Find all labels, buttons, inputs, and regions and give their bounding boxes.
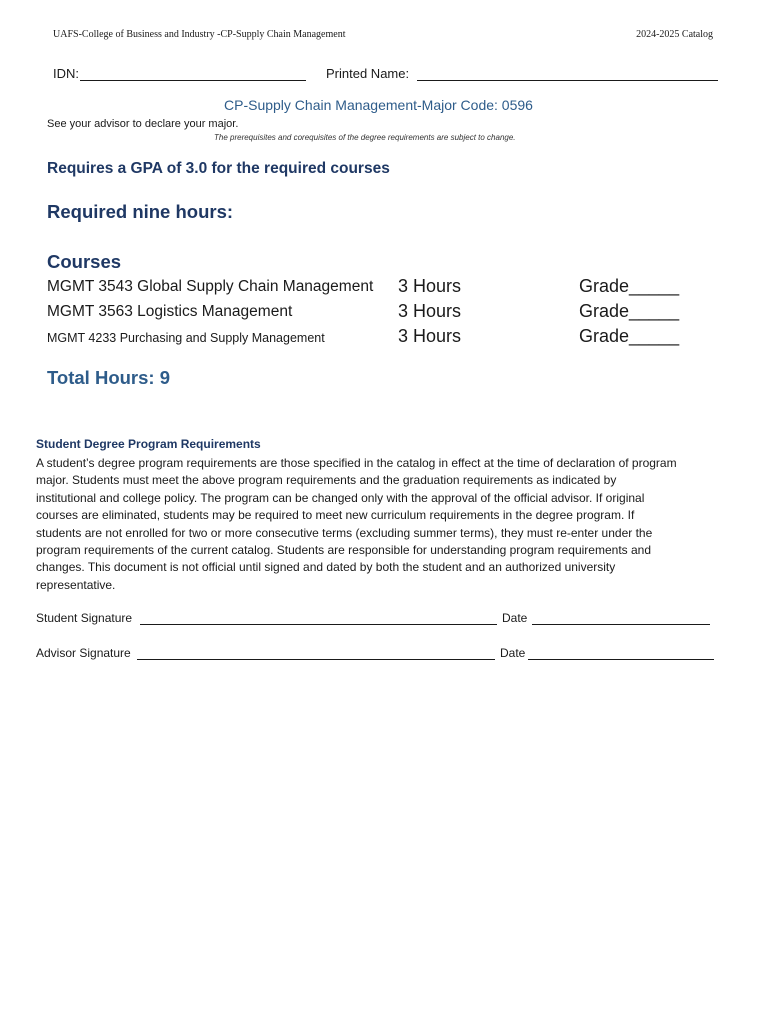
courses-heading: Courses [47, 251, 122, 272]
printed-name-field[interactable] [417, 80, 718, 81]
advisor-date-label: Date [500, 646, 526, 660]
total-hours: Total Hours: 9 [47, 367, 170, 388]
course-grade-field[interactable]: Grade_____ [579, 326, 680, 346]
course-name: MGMT 4233 Purchasing and Supply Management [47, 331, 325, 345]
header-program-name: UAFS-College of Business and Industry -CP-Supply Chain Management [53, 29, 346, 40]
course-grade-field[interactable]: Grade_____ [579, 301, 680, 321]
gpa-requirement: Requires a GPA of 3.0 for the required courses [47, 160, 390, 177]
advisor-signature-label: Advisor Signature [36, 646, 131, 660]
idn-label: IDN: [53, 66, 79, 81]
major-title: CP-Supply Chain Management-Major Code: 0596 [224, 97, 533, 113]
student-date-field[interactable] [532, 624, 710, 625]
advisor-signature-field[interactable] [137, 659, 495, 660]
degree-requirements-title: Student Degree Program Requirements [36, 437, 261, 451]
course-hours: 3 Hours [398, 326, 462, 346]
course-name: MGMT 3543 Global Supply Chain Management [47, 278, 374, 295]
prereq-note: The prerequisites and corequisites of the degree requirements are subject to change. [214, 133, 516, 142]
advisor-note: See your advisor to declare your major. [47, 118, 239, 130]
header-catalog-year: 2024-2025 Catalog [636, 29, 713, 40]
advisor-date-field[interactable] [528, 659, 714, 660]
course-hours: 3 Hours [398, 301, 462, 321]
student-date-label: Date [502, 611, 528, 625]
course-hours: 3 Hours [398, 276, 462, 296]
student-signature-field[interactable] [140, 624, 497, 625]
required-hours-heading: Required nine hours: [47, 201, 234, 222]
printed-name-label: Printed Name: [326, 66, 410, 81]
course-grade-field[interactable]: Grade_____ [579, 276, 680, 296]
degree-requirements-body: A student’s degree program requirements are those specified in the catalog in effect at the time of declaration of program major. Students must meet the above program requirements and the graduation requirements as indicated by institutional and college policy. The program can be changed only with the approval of the official advisor. If original courses are eliminated, students may be required to meet new curriculum requirements in the degree program. If students are not enrolled for two or more consecutive terms (excluding summer terms), they must re-enter under the program requirements of the current catalog. Students are responsible for understanding program requirements and changes. This document is not official until signed and dated by both the student and an authorized university representative. [36, 456, 677, 592]
student-signature-label: Student Signature [36, 611, 133, 625]
course-name: MGMT 3563 Logistics Management [47, 303, 293, 320]
idn-field[interactable] [80, 80, 306, 81]
